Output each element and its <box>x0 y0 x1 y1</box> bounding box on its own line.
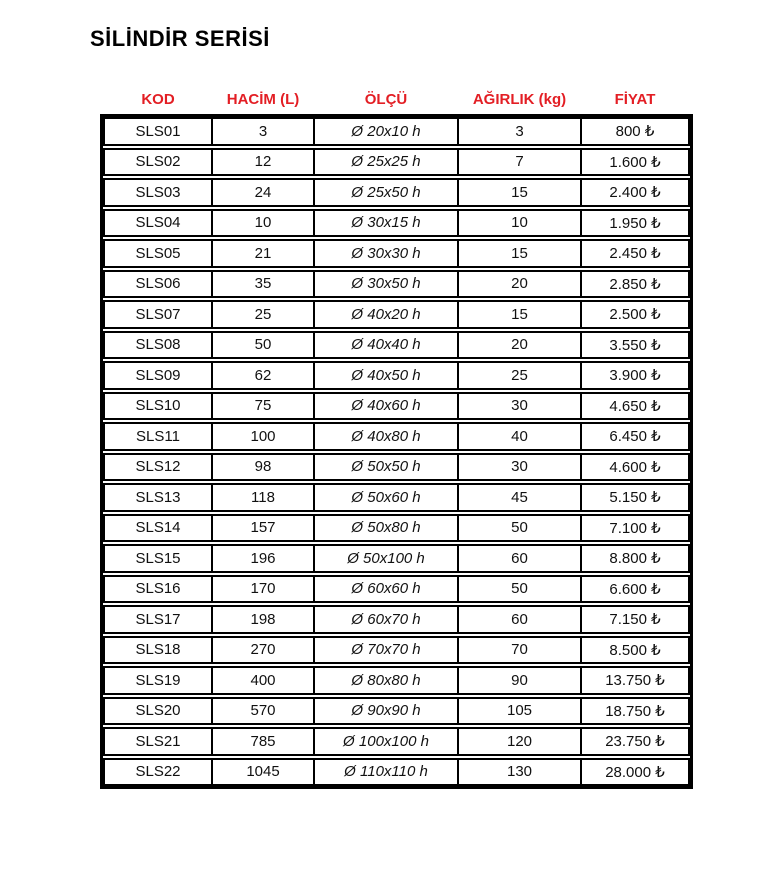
cell-kod: SLS04 <box>103 209 213 238</box>
column-header-fiyat: FİYAT <box>614 90 656 108</box>
cell-olcu: Ø 25x25 h <box>313 148 459 177</box>
cell-olcu: Ø 50x60 h <box>313 483 459 512</box>
cell-fiyat: 6.450 ₺ <box>580 422 690 451</box>
cell-kod: SLS18 <box>103 636 213 665</box>
cell-olcu: Ø 50x80 h <box>313 514 459 543</box>
cell-kod: SLS02 <box>103 148 213 177</box>
cell-kod: SLS05 <box>103 239 213 268</box>
cell-olcu: Ø 40x80 h <box>313 422 459 451</box>
cell-fiyat: 4.600 ₺ <box>580 453 690 482</box>
cell-fiyat: 5.150 ₺ <box>580 483 690 512</box>
table-row <box>103 514 690 543</box>
cell-olcu: Ø 60x60 h <box>313 575 459 604</box>
cell-agirlik: 10 <box>457 209 582 238</box>
cell-kod: SLS09 <box>103 361 213 390</box>
cell-fiyat: 3.550 ₺ <box>580 331 690 360</box>
cell-olcu: Ø 40x60 h <box>313 392 459 421</box>
cell-olcu: Ø 80x80 h <box>313 666 459 695</box>
cell-hacim: 196 <box>211 544 315 573</box>
cell-agirlik: 45 <box>457 483 582 512</box>
cell-kod: SLS11 <box>103 422 213 451</box>
table-row <box>103 117 690 146</box>
cell-fiyat: 4.650 ₺ <box>580 392 690 421</box>
price-table <box>100 88 693 789</box>
table-row <box>103 270 690 299</box>
cell-kod: SLS22 <box>103 758 213 787</box>
cell-kod: SLS15 <box>103 544 213 573</box>
cell-fiyat: 3.900 ₺ <box>580 361 690 390</box>
cell-kod: SLS21 <box>103 727 213 756</box>
cell-fiyat: 2.450 ₺ <box>580 239 690 268</box>
cell-fiyat: 6.600 ₺ <box>580 575 690 604</box>
cell-kod: SLS20 <box>103 697 213 726</box>
table-row <box>103 331 690 360</box>
table-row <box>103 605 690 634</box>
cell-fiyat: 7.150 ₺ <box>580 605 690 634</box>
cell-kod: SLS13 <box>103 483 213 512</box>
cell-agirlik: 50 <box>457 514 582 543</box>
table-body <box>100 114 693 789</box>
cell-fiyat: 2.500 ₺ <box>580 300 690 329</box>
cell-olcu: Ø 40x40 h <box>313 331 459 360</box>
cell-olcu: Ø 70x70 h <box>313 636 459 665</box>
cell-hacim: 98 <box>211 453 315 482</box>
cell-hacim: 157 <box>211 514 315 543</box>
table-row <box>103 636 690 665</box>
cell-hacim: 100 <box>211 422 315 451</box>
cell-agirlik: 70 <box>457 636 582 665</box>
cell-fiyat: 2.400 ₺ <box>580 178 690 207</box>
cell-fiyat: 18.750 ₺ <box>580 697 690 726</box>
cell-kod: SLS14 <box>103 514 213 543</box>
cell-hacim: 1045 <box>211 758 315 787</box>
cell-hacim: 24 <box>211 178 315 207</box>
cell-fiyat: 800 ₺ <box>580 117 690 146</box>
cell-fiyat: 8.500 ₺ <box>580 636 690 665</box>
cell-hacim: 35 <box>211 270 315 299</box>
cell-agirlik: 3 <box>457 117 582 146</box>
cell-olcu: Ø 50x100 h <box>313 544 459 573</box>
cell-hacim: 270 <box>211 636 315 665</box>
cell-agirlik: 90 <box>457 666 582 695</box>
cell-hacim: 75 <box>211 392 315 421</box>
cell-kod: SLS03 <box>103 178 213 207</box>
cell-hacim: 62 <box>211 361 315 390</box>
cell-hacim: 50 <box>211 331 315 360</box>
cell-agirlik: 40 <box>457 422 582 451</box>
column-header-hacim: HACİM (L) <box>226 90 300 108</box>
cell-hacim: 12 <box>211 148 315 177</box>
table-row <box>103 575 690 604</box>
cell-olcu: Ø 30x50 h <box>313 270 459 299</box>
cell-agirlik: 15 <box>457 300 582 329</box>
cell-fiyat: 1.950 ₺ <box>580 209 690 238</box>
cell-hacim: 21 <box>211 239 315 268</box>
cell-fiyat: 8.800 ₺ <box>580 544 690 573</box>
cell-kod: SLS12 <box>103 453 213 482</box>
cell-agirlik: 120 <box>457 727 582 756</box>
column-header-agirlik: AĞIRLIK (kg) <box>472 90 567 108</box>
cell-agirlik: 60 <box>457 605 582 634</box>
cell-agirlik: 20 <box>457 270 582 299</box>
cell-agirlik: 15 <box>457 239 582 268</box>
table-row <box>103 209 690 238</box>
table-row <box>103 300 690 329</box>
cell-hacim: 25 <box>211 300 315 329</box>
cell-agirlik: 7 <box>457 148 582 177</box>
cell-hacim: 170 <box>211 575 315 604</box>
cell-agirlik: 30 <box>457 453 582 482</box>
cell-kod: SLS16 <box>103 575 213 604</box>
page-title: SİLİNDİR SERİSİ <box>90 26 270 51</box>
table-row <box>103 483 690 512</box>
cell-fiyat: 2.850 ₺ <box>580 270 690 299</box>
cell-olcu: Ø 30x15 h <box>313 209 459 238</box>
cell-hacim: 118 <box>211 483 315 512</box>
cell-kod: SLS07 <box>103 300 213 329</box>
cell-fiyat: 23.750 ₺ <box>580 727 690 756</box>
table-row <box>103 666 690 695</box>
table-row <box>103 422 690 451</box>
cell-hacim: 10 <box>211 209 315 238</box>
cell-kod: SLS10 <box>103 392 213 421</box>
cell-agirlik: 130 <box>457 758 582 787</box>
cell-kod: SLS17 <box>103 605 213 634</box>
cell-olcu: Ø 60x70 h <box>313 605 459 634</box>
cell-agirlik: 30 <box>457 392 582 421</box>
cell-fiyat: 1.600 ₺ <box>580 148 690 177</box>
cell-fiyat: 28.000 ₺ <box>580 758 690 787</box>
table-row <box>103 697 690 726</box>
cell-olcu: Ø 30x30 h <box>313 239 459 268</box>
cell-hacim: 3 <box>211 117 315 146</box>
cell-hacim: 198 <box>211 605 315 634</box>
cell-olcu: Ø 40x20 h <box>313 300 459 329</box>
cell-agirlik: 20 <box>457 331 582 360</box>
table-row <box>103 148 690 177</box>
table-row <box>103 239 690 268</box>
cell-kod: SLS08 <box>103 331 213 360</box>
table-row <box>103 392 690 421</box>
table-row <box>103 453 690 482</box>
cell-agirlik: 25 <box>457 361 582 390</box>
cell-fiyat: 13.750 ₺ <box>580 666 690 695</box>
table-row <box>103 544 690 573</box>
column-header-olcu: ÖLÇÜ <box>364 90 408 108</box>
cell-olcu: Ø 90x90 h <box>313 697 459 726</box>
cell-agirlik: 15 <box>457 178 582 207</box>
cell-olcu: Ø 40x50 h <box>313 361 459 390</box>
column-header-kod: KOD <box>141 90 175 108</box>
cell-hacim: 400 <box>211 666 315 695</box>
cell-olcu: Ø 25x50 h <box>313 178 459 207</box>
cell-olcu: Ø 20x10 h <box>313 117 459 146</box>
cell-olcu: Ø 100x100 h <box>313 727 459 756</box>
cell-kod: SLS19 <box>103 666 213 695</box>
cell-hacim: 570 <box>211 697 315 726</box>
table-row <box>103 727 690 756</box>
cell-agirlik: 50 <box>457 575 582 604</box>
cell-olcu: Ø 50x50 h <box>313 453 459 482</box>
table-header-row <box>103 88 693 110</box>
table-row <box>103 361 690 390</box>
table-row <box>103 758 690 787</box>
cell-kod: SLS01 <box>103 117 213 146</box>
cell-kod: SLS06 <box>103 270 213 299</box>
cell-olcu: Ø 110x110 h <box>313 758 459 787</box>
cell-fiyat: 7.100 ₺ <box>580 514 690 543</box>
cell-agirlik: 105 <box>457 697 582 726</box>
cell-agirlik: 60 <box>457 544 582 573</box>
cell-hacim: 785 <box>211 727 315 756</box>
table-row <box>103 178 690 207</box>
